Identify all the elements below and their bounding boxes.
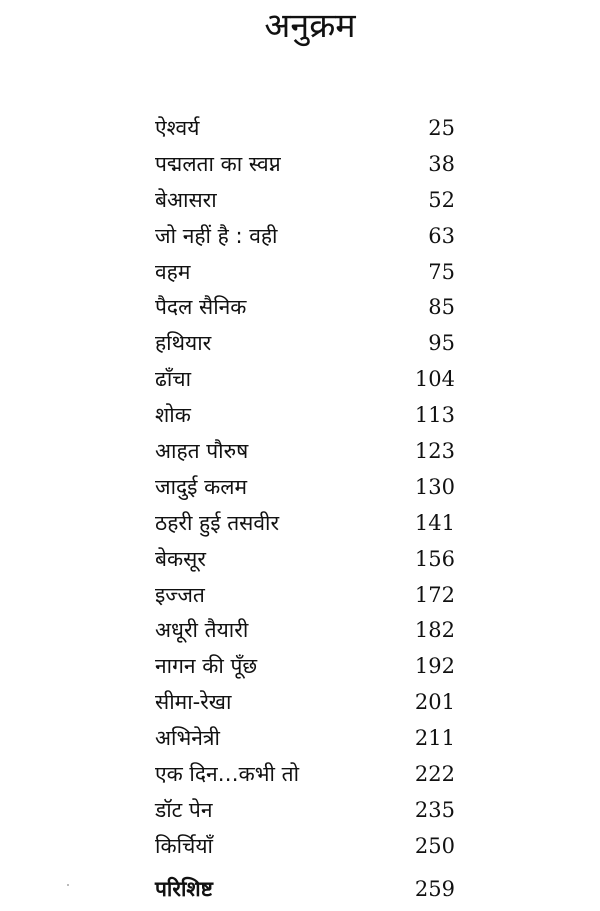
toc-entry-appendix[interactable] <box>155 871 455 907</box>
toc-entry-title: बेकसूर <box>155 546 206 571</box>
toc-entry-title: पैदल सैनिक <box>155 295 247 320</box>
toc-entry-page-number: 75 <box>428 259 455 284</box>
toc-entry-page-number: 113 <box>414 403 455 428</box>
toc-entry[interactable] <box>155 362 455 398</box>
page-title: अनुक्रम <box>264 6 356 46</box>
toc-entry-page-number: 182 <box>414 618 455 643</box>
toc-entry-title: सीमा-रेखा <box>155 690 232 715</box>
toc-entry-page-number: 235 <box>414 797 455 822</box>
toc-entry-page-number: 211 <box>414 726 455 751</box>
toc-entry-page-number: 201 <box>414 690 455 715</box>
toc-entry-title: हथियार <box>155 331 212 356</box>
toc-entry[interactable] <box>155 219 455 255</box>
toc-entry-title: शोक <box>155 403 191 428</box>
toc-entry-title: जादुई कलम <box>155 474 248 499</box>
toc-entry-title: जो नहीं है : वही <box>155 223 278 248</box>
toc-entry[interactable] <box>155 183 455 219</box>
toc-entry-title: वहम <box>155 259 191 284</box>
toc-entry-title: नागन की पूँछ <box>155 654 258 679</box>
toc-entry-page-number: 222 <box>414 762 455 787</box>
toc-entry-page-number: 95 <box>428 331 455 356</box>
toc-entry[interactable] <box>155 685 455 721</box>
toc-entry-title: आहत पौरुष <box>155 439 249 464</box>
toc-entry-title: डॉट पेन <box>155 797 213 822</box>
toc-entry-page-number: 250 <box>414 833 455 858</box>
toc-entry-page-number: 141 <box>414 510 455 535</box>
toc-entry[interactable] <box>155 290 455 326</box>
toc-entry[interactable] <box>155 147 455 183</box>
toc-entry[interactable] <box>155 613 455 649</box>
toc-entry-page-number: 130 <box>414 474 455 499</box>
table-of-contents <box>155 111 455 865</box>
toc-entry-page-number: 25 <box>428 116 455 140</box>
toc-entry[interactable] <box>155 434 455 470</box>
toc-entry-title: परिशिष्ट <box>155 877 213 901</box>
toc-entry-title: पद्मलता का स्वप्न <box>155 151 281 176</box>
paper-speck <box>67 884 69 886</box>
toc-entry[interactable] <box>155 578 455 614</box>
toc-entry-title: अधूरी तैयारी <box>155 618 249 643</box>
toc-entry-page-number: 192 <box>414 654 455 679</box>
toc-entry-title: ठहरी हुई तसवीर <box>155 510 280 535</box>
toc-entry-page-number: 85 <box>428 295 455 320</box>
toc-entry[interactable] <box>155 757 455 793</box>
toc-entry-title: एक दिन…कभी तो <box>155 762 300 787</box>
toc-entry-page-number: 63 <box>428 223 455 248</box>
toc-entry-title: इज्जत <box>155 582 205 607</box>
toc-entry-title: अभिनेत्री <box>155 726 220 751</box>
toc-entry-title: ढाँचा <box>155 367 192 392</box>
toc-entry-page-number: 259 <box>414 877 455 901</box>
toc-entry[interactable] <box>155 721 455 757</box>
toc-entry-page-number: 52 <box>428 187 455 212</box>
toc-entry-page-number: 104 <box>414 367 455 392</box>
toc-entry-page-number: 172 <box>414 582 455 607</box>
toc-entry-page-number: 123 <box>414 439 455 464</box>
toc-entry[interactable] <box>155 255 455 291</box>
toc-entry[interactable] <box>155 542 455 578</box>
toc-entry[interactable] <box>155 649 455 685</box>
toc-entry-title: बेआसरा <box>155 187 217 212</box>
toc-entry[interactable] <box>155 398 455 434</box>
toc-entry[interactable] <box>155 793 455 829</box>
toc-entry[interactable] <box>155 326 455 362</box>
toc-entry-title: ऐश्वर्य <box>155 116 200 140</box>
toc-entry[interactable] <box>155 470 455 506</box>
toc-entry-title: किर्चियाँ <box>155 833 213 858</box>
toc-entry-page-number: 38 <box>428 151 455 176</box>
toc-entry[interactable] <box>155 506 455 542</box>
toc-entry[interactable] <box>155 829 455 865</box>
toc-entry-page-number: 156 <box>414 546 455 571</box>
toc-entry[interactable] <box>155 111 455 147</box>
